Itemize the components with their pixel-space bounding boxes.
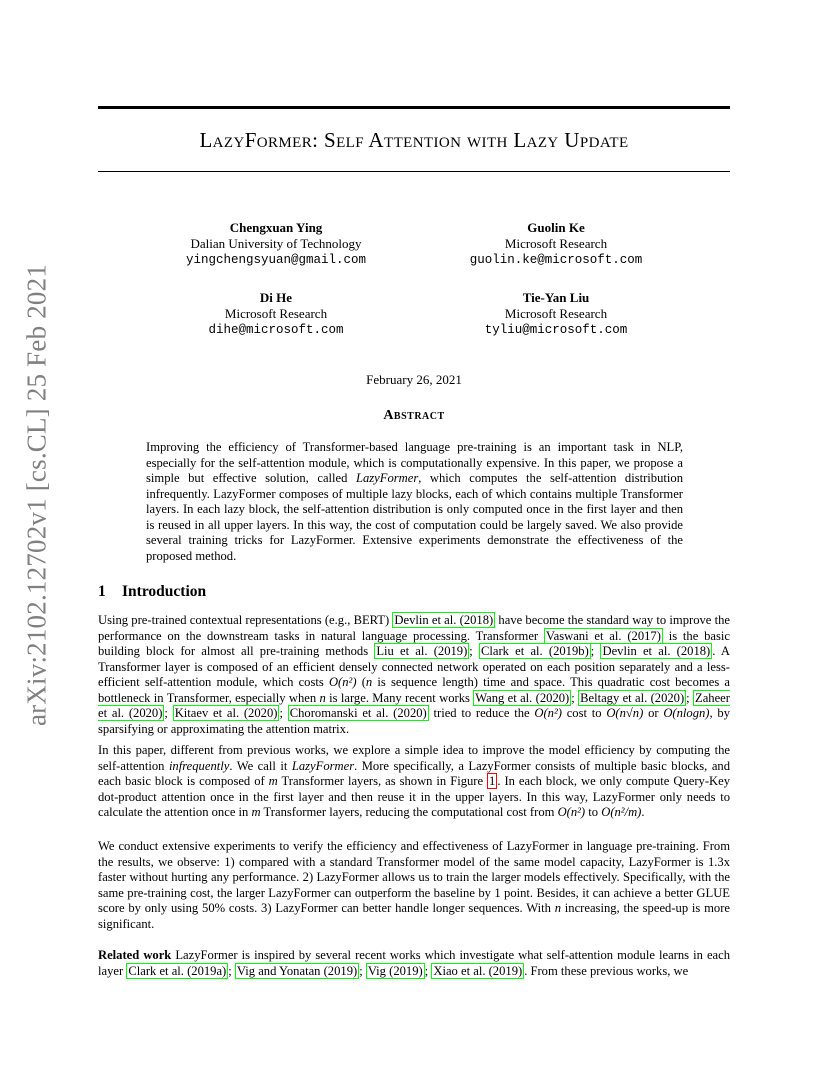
author-1: [156, 220, 396, 268]
abstract-text: Improving the efficiency of Transformer-based language pre-training is an important task in NLP, especially for the self-attention module, which is computationally expensive. In this paper, we propose a simple but effective solution, called LazyFormer, which computes the self-attention distribution infrequently. LazyFormer composes of multiple lazy blocks, each of which contains multiple Transformer layers. In each lazy block, the self-attention distribution is only computed once in the first layer and then is reused in all upper layers. In this way, the cost of computation could be largely saved. We also provide several training tricks for LazyFormer. Extensive experiments demonstrate the effectiveness of the proposed method.: [146, 440, 683, 563]
publication-date: February 26, 2021: [366, 372, 462, 387]
math-expression: O(n√n): [606, 706, 644, 720]
author-3: [156, 290, 396, 338]
author-affiliation: Dalian University of Technology: [190, 236, 362, 251]
citation-link[interactable]: Wang et al. (2020): [475, 690, 570, 705]
citation-link[interactable]: Beltagy et al. (2020): [580, 690, 685, 705]
math-expression: O(nlogn): [663, 706, 710, 720]
section-number: 1: [98, 583, 106, 600]
author-email[interactable]: dihe@microsoft.com: [208, 323, 344, 337]
title-rule-top: [98, 106, 730, 109]
section-heading-introduction: [98, 583, 206, 601]
intro-paragraph-3: We conduct extensive experiments to verify the efficiency and effectiveness of LazyFormer in language pre-training. From the results, we observe: 1) compared with a standard Transformer model of the same model capacity, LazyFormer is 1.3x faster without hurting any performance. 2) LazyFormer allows us to train the larger models effectively. Specifically, with the same pre-training cost, the larger LazyFormer can outperform the baseline by 1 point. Besides, it can achieve a better GLUE score by only using 50% costs. 3) LazyFormer can better handle longer sequences. With n increasing, the speed-up is more significant.: [98, 839, 730, 931]
author-email[interactable]: guolin.ke@microsoft.com: [469, 253, 643, 267]
math-variable: m: [251, 805, 261, 819]
citation-link[interactable]: Clark et al. (2019a): [128, 963, 227, 978]
math-variable: n: [319, 690, 326, 705]
citation-link[interactable]: Devlin et al. (2018): [394, 613, 494, 627]
math-expression: O(n²): [328, 675, 357, 689]
citation-link[interactable]: Choromanski et al. (2020): [289, 706, 427, 720]
arxiv-sidebar: [16, 263, 58, 727]
intro-paragraph-1: Using pre-trained contextual representations (e.g., BERT) Devlin et al. (2018) have become the standard way to improve the performance on the downstream tasks in natural language processing. Transformer Vaswani et al. (2017) is the basic building block for almost all pre-training methods Liu et al. (2019) ; Clark et al. (2019b) ; Devlin et al. (2018) . A Transformer layer is composed of an efficient densely connected network operated on each position separately and a less-efficient self-attention module, which costs O(n²) (n is sequence length) time and space. This quadratic cost becomes a bottleneck in Transformer, especially when n is large. Many recent works Wang et al. (2020) ; Beltagy et al. (2020) ; Zaheer et al. (2020) ; Kitaev et al. (2020) ; Choromanski et al. (2020) tried to reduce the O(n²) cost to O(n√n) or O(nlogn), by sparsifying or approximating the attention matrix.: [98, 613, 731, 736]
author-affiliation: Microsoft Research: [224, 306, 328, 321]
math-variable: n: [554, 901, 561, 915]
author-4: [436, 290, 676, 338]
citation-link[interactable]: Vaswani et al. (2017): [545, 628, 661, 643]
math-variable: n: [365, 675, 373, 689]
paper-title: LazyFormer: Self Attention with Lazy Update: [199, 128, 629, 152]
figure-reference-link[interactable]: 1: [489, 774, 496, 788]
citation-link[interactable]: Kitaev et al. (2020): [174, 706, 278, 720]
author-name: Guolin Ke: [527, 220, 585, 235]
citation-link[interactable]: Zaheer et al. (2020): [98, 690, 730, 720]
author-email[interactable]: yingchengsyuan@gmail.com: [185, 253, 367, 267]
abstract-heading: Abstract: [383, 408, 445, 423]
math-expression: O(n²/m): [601, 805, 642, 819]
author-name: Chengxuan Ying: [229, 220, 323, 235]
citation-link[interactable]: Liu et al. (2019): [376, 644, 468, 658]
citation-link[interactable]: Vig (2019): [367, 963, 423, 978]
title-rule-bottom: [98, 171, 730, 172]
author-affiliation: Microsoft Research: [504, 306, 608, 321]
citation-link[interactable]: Xiao et al. (2019): [433, 963, 523, 978]
author-email[interactable]: tyliu@microsoft.com: [484, 323, 628, 337]
paragraph-heading: Related work: [98, 948, 172, 962]
citation-link[interactable]: Clark et al. (2019b): [481, 644, 589, 658]
author-name: Tie-Yan Liu: [522, 290, 590, 305]
arxiv-identifier: arXiv:2102.12702v1 [cs.CL] 25 Feb 2021: [21, 263, 52, 727]
citation-link[interactable]: Vig and Yonatan (2019): [236, 963, 358, 978]
citation-link[interactable]: Devlin et al. (2018): [602, 644, 711, 658]
intro-paragraph-2: In this paper, different from previous works, we explore a simple idea to improve the model efficiency by computing the self-attention infrequently. We call it LazyFormer. More specifically, a LazyFormer consists of multiple basic blocks, and each basic block is composed of m Transformer layers, as shown in Figure 1 . In each block, we only compute Query-Key dot-product attention once in the first layer and then reuse it in the upper layers. In this way, LazyFormer only needs to calculate the attention once in m Transformer layers, reducing the computational cost from O(n²) to O(n²/m).: [98, 743, 730, 819]
section-title: Introduction: [122, 583, 207, 600]
math-expression: O(n²): [534, 706, 562, 720]
math-variable: m: [268, 774, 278, 788]
author-name: Di He: [259, 290, 293, 305]
author-2: [436, 220, 676, 268]
math-expression: O(n²): [557, 805, 586, 819]
author-affiliation: Microsoft Research: [504, 236, 608, 251]
related-work-paragraph: Related work LazyFormer is inspired by several recent works which investigate what self-attention module learns in each layer Clark et al. (2019a) ; Vig and Yonatan (2019) ; Vig (2019) ; Xiao et al. (2019) . From these previous works, we: [98, 948, 731, 978]
